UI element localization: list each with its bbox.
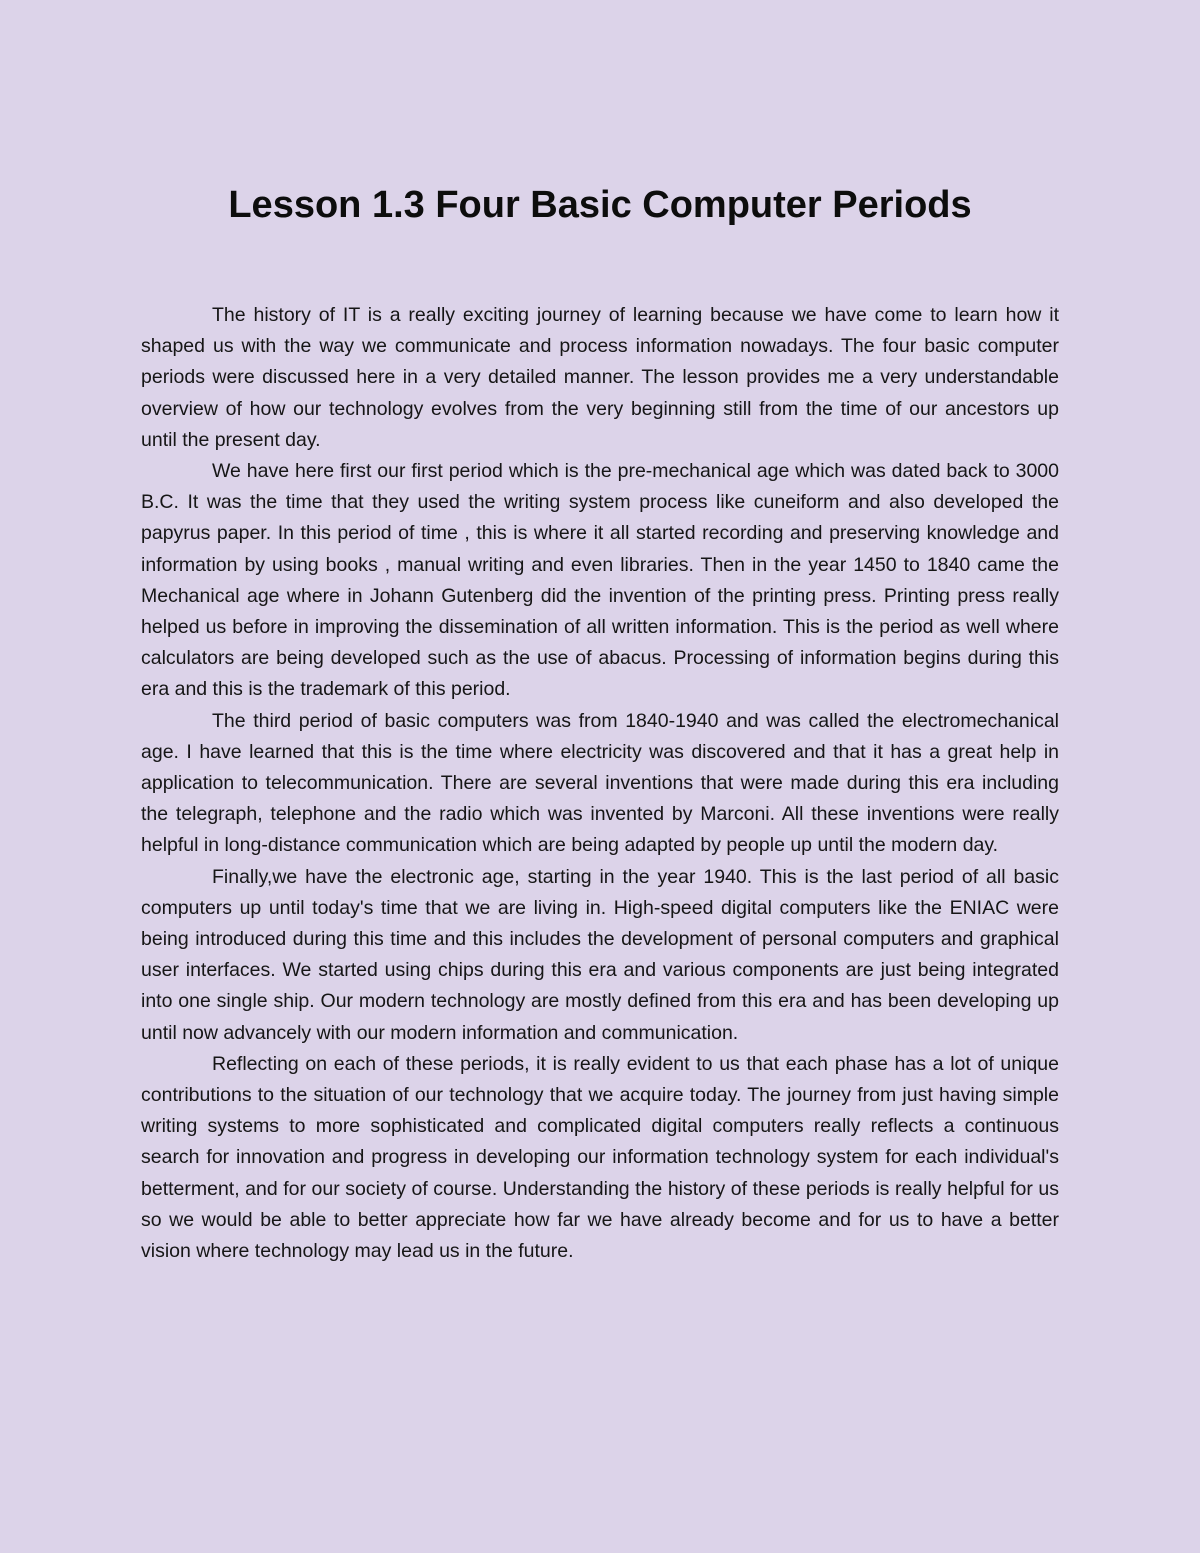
paragraph-intro: The history of IT is a really exciting journey of learning because we have come to learn how it shaped us with the way we communicate and process information nowadays. The four basic computer periods were discussed here in a very detailed manner. The lesson provides me a very understandable overview of how our technology evolves from the very beginning still from the time of our ancestors up until the present day. [141,304,1059,451]
page-title: Lesson 1.3 Four Basic Computer Periods [228,184,972,226]
document-body [141,300,1059,1267]
paragraph-reflection: Reflecting on each of these periods, it is really evident to us that each phase has a lot of unique contributions to the situation of our technology that we acquire today. The journey from just having simple writing systems to more sophisticated and complicated digital computers really reflects a continuous search for innovation and progress in developing our information technology system for each individual's betterment, and for our society of course. Understanding the history of these periods is really helpful for us so we would be able to better appreciate how far we have already become and for us to have a better vision where technology may lead us in the future. [141,1052,1059,1263]
paragraph-electronic-age: Finally,we have the electronic age, starting in the year 1940. This is the last period of all basic computers up until today's time that we are living in. High-speed digital computers like the ENIAC were being introduced during this time and this includes the development of personal computers and graphical user interfaces. We started using chips during this era and various components are just being integrated into one single ship. Our modern technology are mostly defined from this era and has been developing up until now advancely with our modern information and communication. [141,865,1059,1044]
paragraph-pre-mechanical-and-mechanical-age: We have here first our first period which is the pre-mechanical age which was dated back to 3000 B.C. It was the time that they used the writing system process like cuneiform and also developed the papyrus paper. In this period of time , this is where it all started recording and preserving knowledge and information by using books , manual writing and even libraries. Then in the year 1450 to 1840 came the Mechanical age where in Johann Gutenberg did the invention of the printing press. Printing press really helped us before in improving the dissemination of all written information. This is the period as well where calculators are being developed such as the use of abacus. Processing of information begins during this era and this is the trademark of this period. [141,460,1059,701]
paragraph-electromechanical-age: The third period of basic computers was from 1840-1940 and was called the electromechanical age. I have learned that this is the time where electricity was discovered and that it has a great help in application to telecommunication. There are several inventions that were made during this era including the telegraph, telephone and the radio which was invented by Marconi. All these inventions were really helpful in long-distance communication which are being adapted by people up until the modern day. [141,709,1059,857]
